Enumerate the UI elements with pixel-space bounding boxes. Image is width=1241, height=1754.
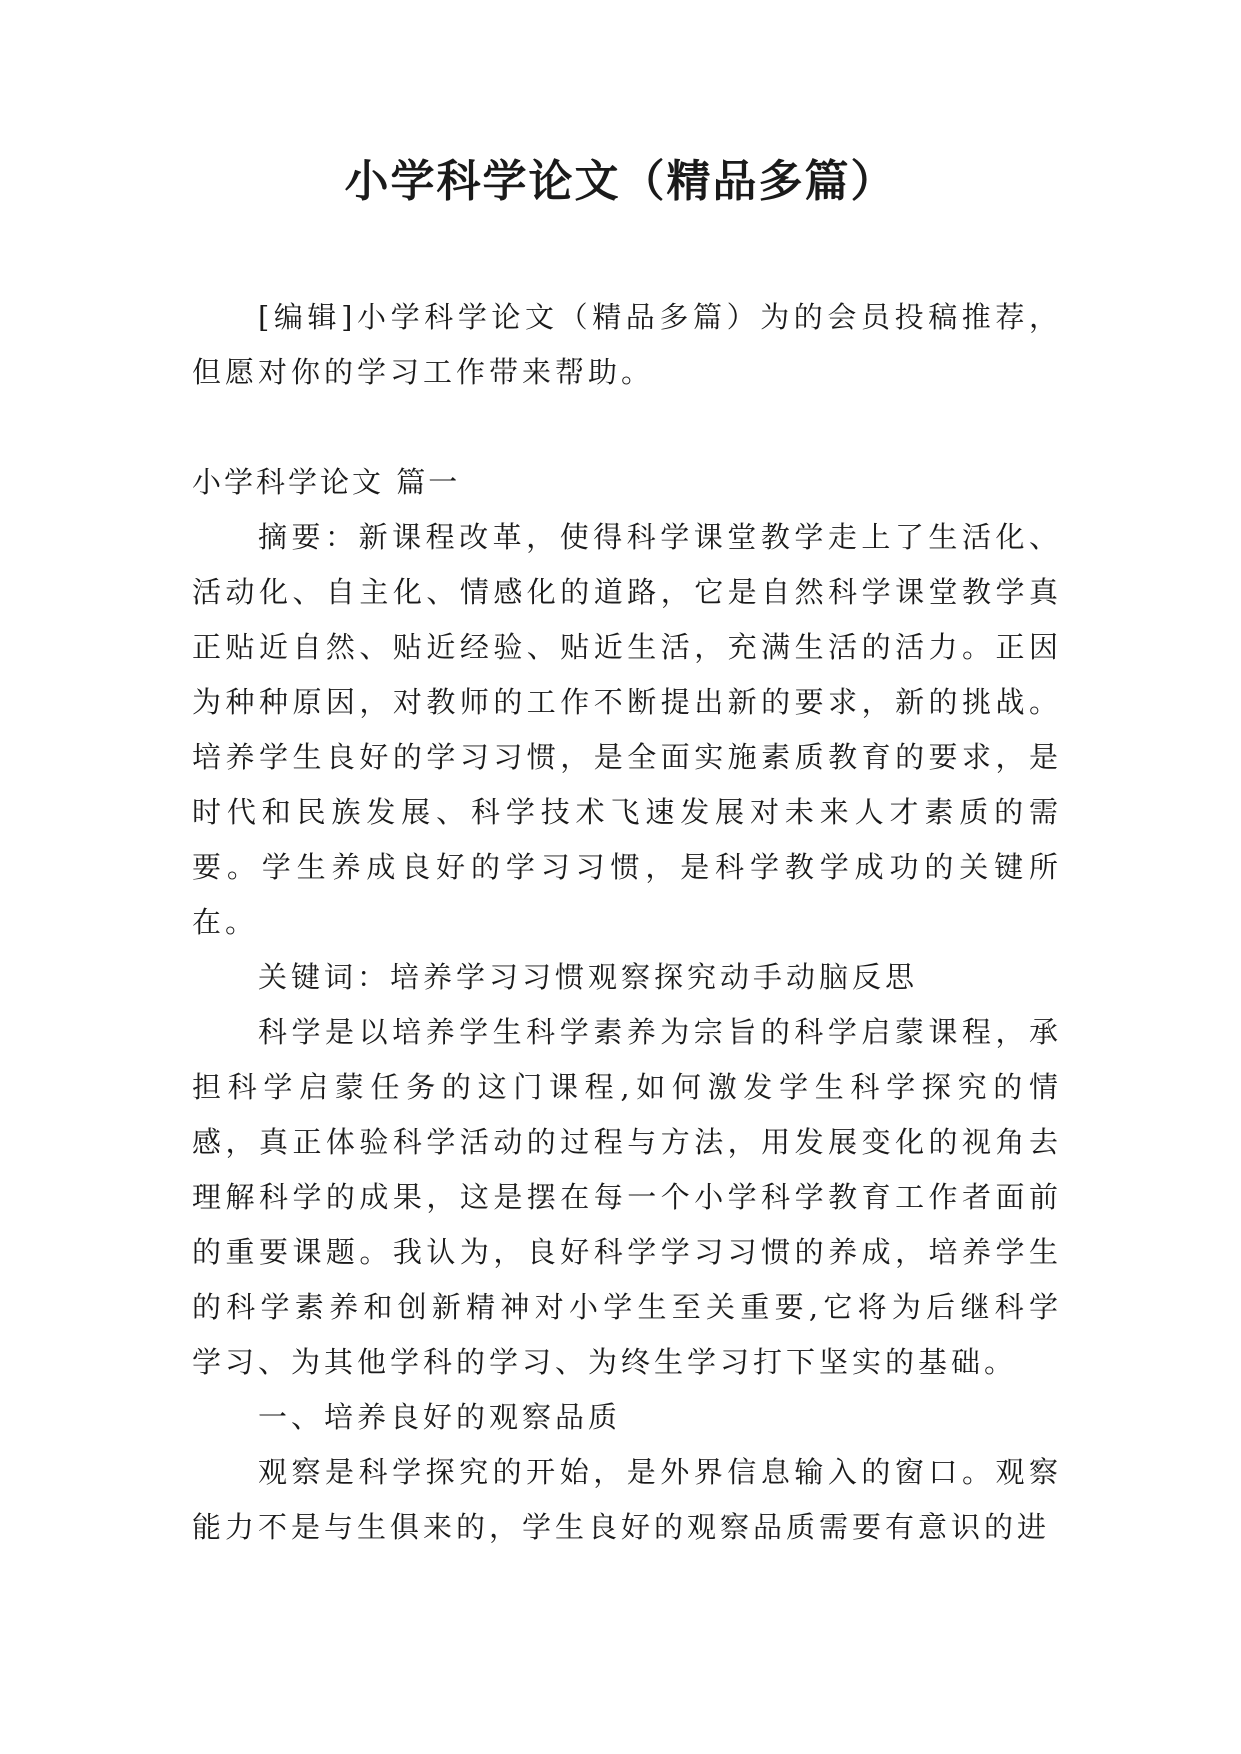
section-heading: 小学科学论文 篇一 — [192, 465, 461, 499]
body-paragraph: 观察是科学探究的开始，是外界信息输入的窗口。观察能力不是与生俱来的，学生良好的观察品质需要有意识的进 — [192, 1455, 1062, 1544]
document-title: 小学科学论文（精品多篇） — [344, 156, 897, 207]
intro-paragraph: [编辑]小学科学论文（精品多篇）为的会员投稿推荐，但愿对你的学习工作带来帮助。 — [192, 300, 1062, 389]
abstract-paragraph: 摘要：新课程改革，使得科学课堂教学走上了生活化、活动化、自主化、情感化的道路，它是自然科学课堂教学真正贴近自然、贴近经验、贴近生活，充满生活的活力。正因为种种原因，对教师的工作不断提出新的要求，新的挑战。培养学生良好的学习习惯，是全面实施素质教育的要求，是时代和民族发展、科学技术飞速发展对未来人才素质的需要。学生养成良好的学习习惯，是科学教学成功的关键所在。 — [192, 520, 1062, 939]
document-body — [192, 290, 1062, 1555]
subsection-heading: 一、培养良好的观察品质 — [258, 1400, 622, 1434]
keywords-paragraph: 关键词：培养学习习惯观察探究动手动脑反思 — [258, 960, 919, 994]
body-paragraph: 科学是以培养学生科学素养为宗旨的科学启蒙课程，承担科学启蒙任务的这门课程,如何激发学生科学探究的情感，真正体验科学活动的过程与方法，用发展变化的视角去理解科学的成果，这是摆在每一个小学科学教育工作者面前的重要课题。我认为，良好科学学习习惯的养成，培养学生的科学素养和创新精神对小学生至关重要,它将为后继科学学习、为其他学科的学习、为终生学习打下坚实的基础。 — [192, 1015, 1062, 1379]
